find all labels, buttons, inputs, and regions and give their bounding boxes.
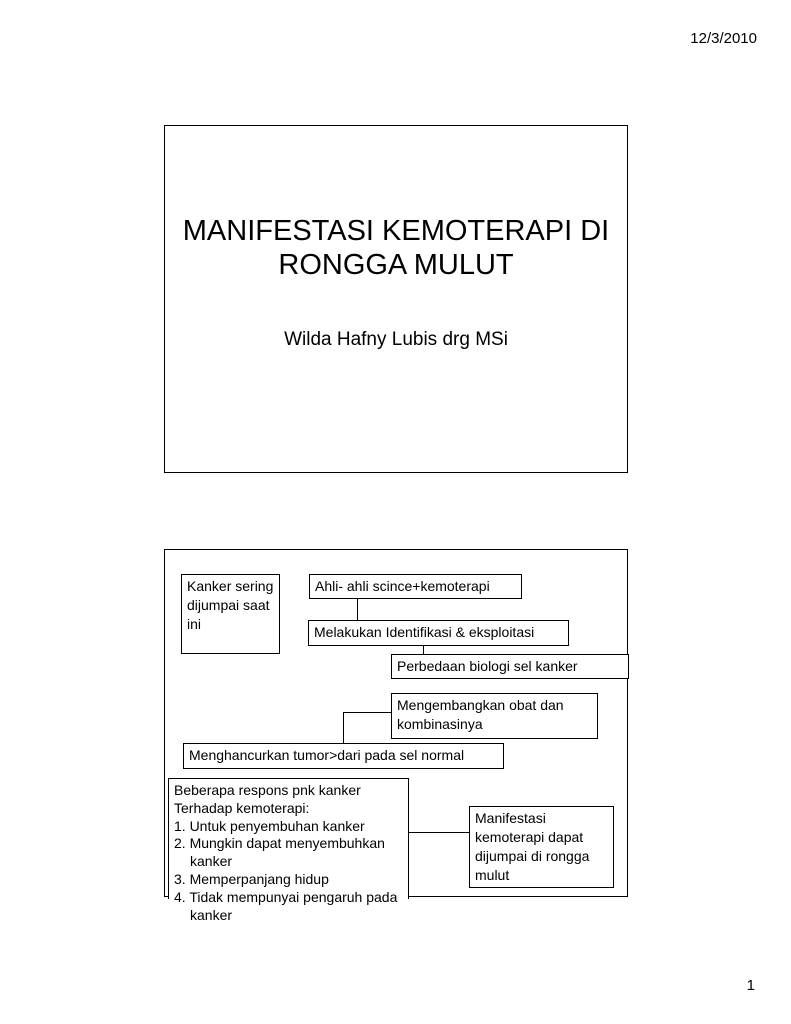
respons-heading-2: Terhadap kemoterapi: [174, 799, 310, 816]
respons-list [174, 818, 403, 925]
menghancurkan-box: Menghancurkan tumor>dari pada sel normal [183, 743, 504, 769]
respons-heading-1: Beberapa respons pnk kanker [174, 782, 361, 798]
slide-title-line-2: RONGGA MULUT [278, 249, 514, 281]
identifikasi-box: Melakukan Identifikasi & eksploitasi [308, 620, 569, 646]
connector-mengembangkan-vertical [343, 712, 344, 744]
manifestasi-box: Manifestasi kemoterapi dapat dijumpai di rongga mulut [469, 806, 614, 888]
slide-title [165, 214, 627, 282]
connector-ahli-identifikasi [357, 598, 358, 620]
slide-author: Wilda Hafny Lubis drg MSi [284, 329, 508, 350]
kanker-box: Kanker sering dijumpai saat ini [181, 574, 280, 654]
connector-mengembangkan-horizontal [343, 712, 391, 713]
respons-box [168, 778, 409, 923]
slide-title-line-1: MANIFESTASI KEMOTERAPI DI [182, 215, 610, 247]
respons-item-2: 2. Mungkin dapat menyembuhkan kanker [174, 835, 385, 870]
page-date: 12/3/2010 [690, 30, 757, 47]
flow-diagram-slide [164, 549, 628, 923]
page-number: 1 [746, 977, 755, 994]
connector-respons-manifestasi [409, 832, 469, 833]
respons-item-3: 3. Memperpanjang hidup [174, 870, 329, 887]
title-slide [164, 125, 628, 473]
respons-item-1: 1. Untuk penyembuhan kanker [174, 817, 365, 834]
mengembangkan-box: Mengembangkan obat dan kombinasinya [391, 693, 598, 739]
ahli-box: Ahli- ahli scince+kemoterapi [309, 574, 522, 599]
perbedaan-box: Perbedaan biologi sel kanker [391, 654, 629, 679]
respons-item-4: 4. Tidak mempunyai pengaruh pada kanker [174, 888, 398, 923]
